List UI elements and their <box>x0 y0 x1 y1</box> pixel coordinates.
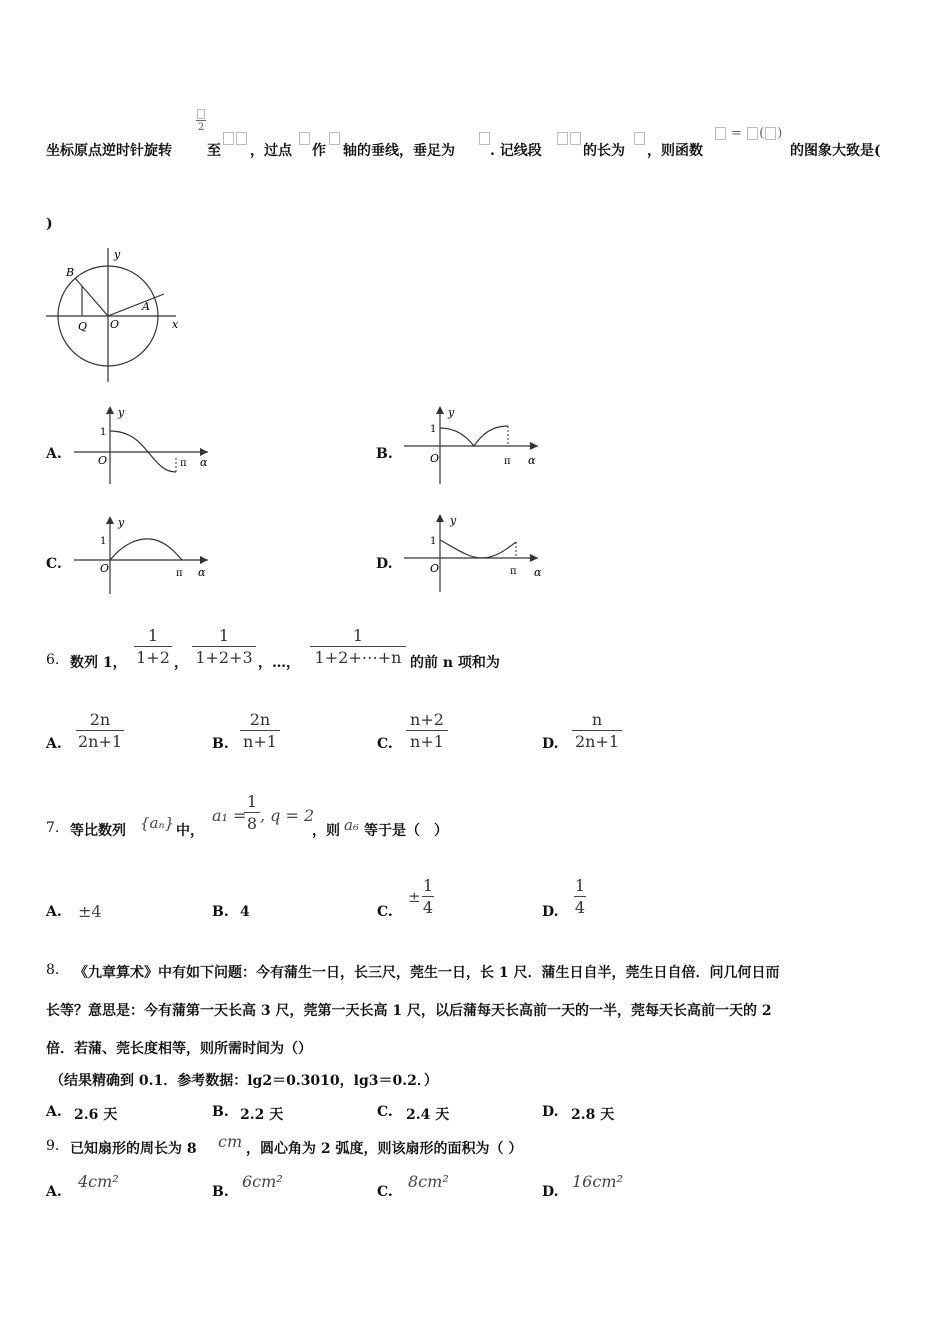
q9-option-d-label[interactable]: D. <box>542 1184 559 1200</box>
q6-option-b-value[interactable]: 2n n+1 <box>240 710 280 751</box>
q5-text-d: 作 <box>312 143 326 159</box>
diagram-label-O: O <box>110 318 120 331</box>
q8-option-a-label[interactable]: A. <box>46 1104 62 1120</box>
q6-number: 6. <box>46 652 60 668</box>
diagram-label-A: A <box>142 300 150 313</box>
q5-text-i: 的图象大致是( <box>790 143 881 159</box>
q8-line4: （结果精确到 0.1．参考数据：lg2＝0.3010，lg3＝0.2．） <box>50 1073 438 1089</box>
q6-stem-a: 数列 1， <box>70 655 127 671</box>
q5-func-paren-open: ( <box>759 126 765 141</box>
q6-option-b-label[interactable]: B. <box>212 736 229 752</box>
graph-curve <box>440 540 516 558</box>
q5-text-h: ，则函数 <box>647 143 703 159</box>
q7-option-c-sign[interactable]: ± <box>408 888 421 906</box>
q9-option-c-label[interactable]: C. <box>377 1184 393 1200</box>
q7-stem-d: 等于是（ ） <box>364 823 448 839</box>
q5-text-c: ，过点 <box>250 143 292 159</box>
q6-option-a-value[interactable]: 2n 2n+1 <box>77 710 123 751</box>
q5-text-b: 至 <box>207 143 221 159</box>
q6-ellipsis: ，…， <box>258 655 300 671</box>
q8-line1: 《九章算术》中有如下问题：今有蒲生一日，长三尺，莞生一日，长 1 尺．蒲生日自半，莞生日自倍．问几何日而 <box>74 965 780 981</box>
q9-stem-b: ，圆心角为 2 弧度，则该扇形的面积为（ ） <box>246 1141 523 1157</box>
q7-stem-a: 等比数列 <box>70 823 126 839</box>
q9-option-a-value[interactable]: 4cm² <box>78 1172 119 1191</box>
q8-number: 8. <box>46 962 60 978</box>
q6-option-a-label[interactable]: A. <box>46 736 62 752</box>
svg-text:α: α <box>528 454 536 467</box>
q5-placeholder-OQ <box>556 128 582 147</box>
svg-text:α: α <box>534 566 542 579</box>
q8-option-b-value[interactable]: 2.2 天 <box>240 1107 284 1123</box>
q5-option-a-graph[interactable] <box>70 402 220 487</box>
q6-termn: 1 1+2+⋯+n <box>310 626 406 667</box>
q7-option-b-label[interactable]: B. <box>212 904 229 920</box>
diagram-label-x: x <box>172 318 179 331</box>
diagram-segment-OB <box>75 278 108 316</box>
svg-text:π: π <box>504 456 511 467</box>
q8-option-a-value[interactable]: 2.6 天 <box>74 1107 118 1123</box>
q5-unit-circle-diagram <box>40 240 190 385</box>
q8-option-d-label[interactable]: D. <box>542 1104 559 1120</box>
q5-closing-paren: ) <box>46 216 53 232</box>
svg-text:1: 1 <box>430 536 437 547</box>
svg-text:π: π <box>180 458 187 469</box>
q5-stem-line <box>46 140 172 160</box>
q5-text-f: . 记线段 <box>490 143 542 159</box>
q6-term3: 1 1+2+3 <box>192 626 256 667</box>
q7-option-a-label[interactable]: A. <box>46 904 62 920</box>
q7-stem-c: ，则 <box>312 823 340 839</box>
q8-option-c-value[interactable]: 2.4 天 <box>406 1107 450 1123</box>
q7-a6: a₆ <box>344 816 359 834</box>
q9-option-d-value[interactable]: 16cm² <box>572 1172 623 1191</box>
q9-stem-a: 已知扇形的周长为 8 <box>70 1141 197 1157</box>
svg-text:π: π <box>176 568 183 579</box>
svg-text:1: 1 <box>430 424 437 435</box>
q5-option-a-label[interactable]: A. <box>46 446 62 462</box>
q5-placeholder-B <box>298 128 311 147</box>
q7-number: 7. <box>46 820 60 836</box>
q7-option-b-value[interactable]: 4 <box>240 904 250 920</box>
q6-option-d-label[interactable]: D. <box>542 736 559 752</box>
q9-option-c-value[interactable]: 8cm² <box>408 1172 449 1191</box>
q6-term2: 1 1+2 <box>134 626 172 667</box>
q7-option-d-value[interactable]: 1 4 <box>574 876 586 917</box>
q5-rotation-fraction <box>196 108 206 133</box>
svg-text:α: α <box>200 456 208 469</box>
q8-line2: 长等？意思是：今有蒲第一天长高 3 尺，莞第一天长高 1 尺，以后蒲每天长高前一天的一半，莞每天长高前一天的 2 <box>46 1003 772 1019</box>
q6-option-c-label[interactable]: C. <box>377 736 393 752</box>
svg-text:y: y <box>118 406 125 419</box>
svg-text:1: 1 <box>100 536 107 547</box>
q7-stem-b: 中， <box>176 823 204 839</box>
q8-line3: 倍．若蒲、莞长度相等，则所需时间为（） <box>46 1041 312 1057</box>
q8-option-c-label[interactable]: C. <box>377 1104 393 1120</box>
svg-text:α: α <box>198 566 206 579</box>
q9-unit: cm <box>218 1132 243 1151</box>
q8-option-d-value[interactable]: 2.8 天 <box>571 1107 615 1123</box>
q5-text-a: 坐标原点逆时针旋转 <box>46 143 172 159</box>
svg-text:1: 1 <box>100 427 107 438</box>
q5-placeholder-OB <box>222 128 248 147</box>
q7-option-c-label[interactable]: C. <box>377 904 393 920</box>
q7-option-a-value[interactable]: ±4 <box>78 902 102 921</box>
q5-option-d-graph[interactable] <box>400 510 550 595</box>
q5-option-b-graph[interactable] <box>400 402 550 487</box>
q9-option-a-label[interactable]: A. <box>46 1184 62 1200</box>
q6-stem-b: 的前 n 项和为 <box>410 655 500 671</box>
diagram-label-B: B <box>66 266 75 279</box>
q9-option-b-label[interactable]: B. <box>212 1184 229 1200</box>
q7-q: , q = 2 <box>260 806 315 825</box>
q7-a1-fraction: 1 8 <box>244 792 260 833</box>
q5-placeholder-d <box>633 128 646 147</box>
q7-a1: a₁ = <box>212 806 247 825</box>
svg-text:y: y <box>118 516 125 529</box>
q5-option-c-label[interactable]: C. <box>46 556 62 572</box>
diagram-label-Q: Q <box>78 320 88 333</box>
svg-text:y: y <box>448 406 455 419</box>
q6-sep: ， <box>174 655 188 671</box>
q5-option-d-label[interactable]: D. <box>376 556 393 572</box>
q5-func-paren-close: ) <box>777 126 783 141</box>
q5-placeholder-x <box>328 128 341 147</box>
q9-number: 9. <box>46 1138 60 1154</box>
q5-option-b-label[interactable]: B. <box>376 446 393 462</box>
diagram-label-y: y <box>114 248 121 261</box>
q8-option-b-label[interactable]: B. <box>212 1104 229 1120</box>
q9-option-b-value[interactable]: 6cm² <box>242 1172 283 1191</box>
q5-text-e: 轴的垂线，垂足为 <box>343 143 455 159</box>
q5-text-g: 的长为 <box>583 143 625 159</box>
svg-text:O: O <box>100 562 110 575</box>
placeholder-glyph <box>197 109 205 119</box>
q7-sequence: {aₙ} <box>140 814 175 832</box>
diagram-segment-OA <box>108 294 164 316</box>
q7-option-d-label[interactable]: D. <box>542 904 559 920</box>
q6-option-d-value[interactable]: n 2n+1 <box>572 710 622 751</box>
q5-func-eq: = <box>731 126 747 141</box>
q5-rotation-denominator: 2 <box>197 122 205 133</box>
svg-text:O: O <box>430 562 440 575</box>
graph-curve <box>110 539 182 560</box>
svg-text:O: O <box>430 452 440 465</box>
q5-function-expression <box>714 126 782 141</box>
svg-text:y: y <box>450 514 457 527</box>
svg-text:π: π <box>510 566 517 577</box>
q6-option-c-value[interactable]: n+2 n+1 <box>406 710 448 751</box>
q5-option-c-graph[interactable] <box>70 512 220 597</box>
svg-text:O: O <box>98 454 108 467</box>
q7-option-c-value[interactable]: 1 4 <box>422 876 434 917</box>
graph-curve <box>440 426 508 446</box>
